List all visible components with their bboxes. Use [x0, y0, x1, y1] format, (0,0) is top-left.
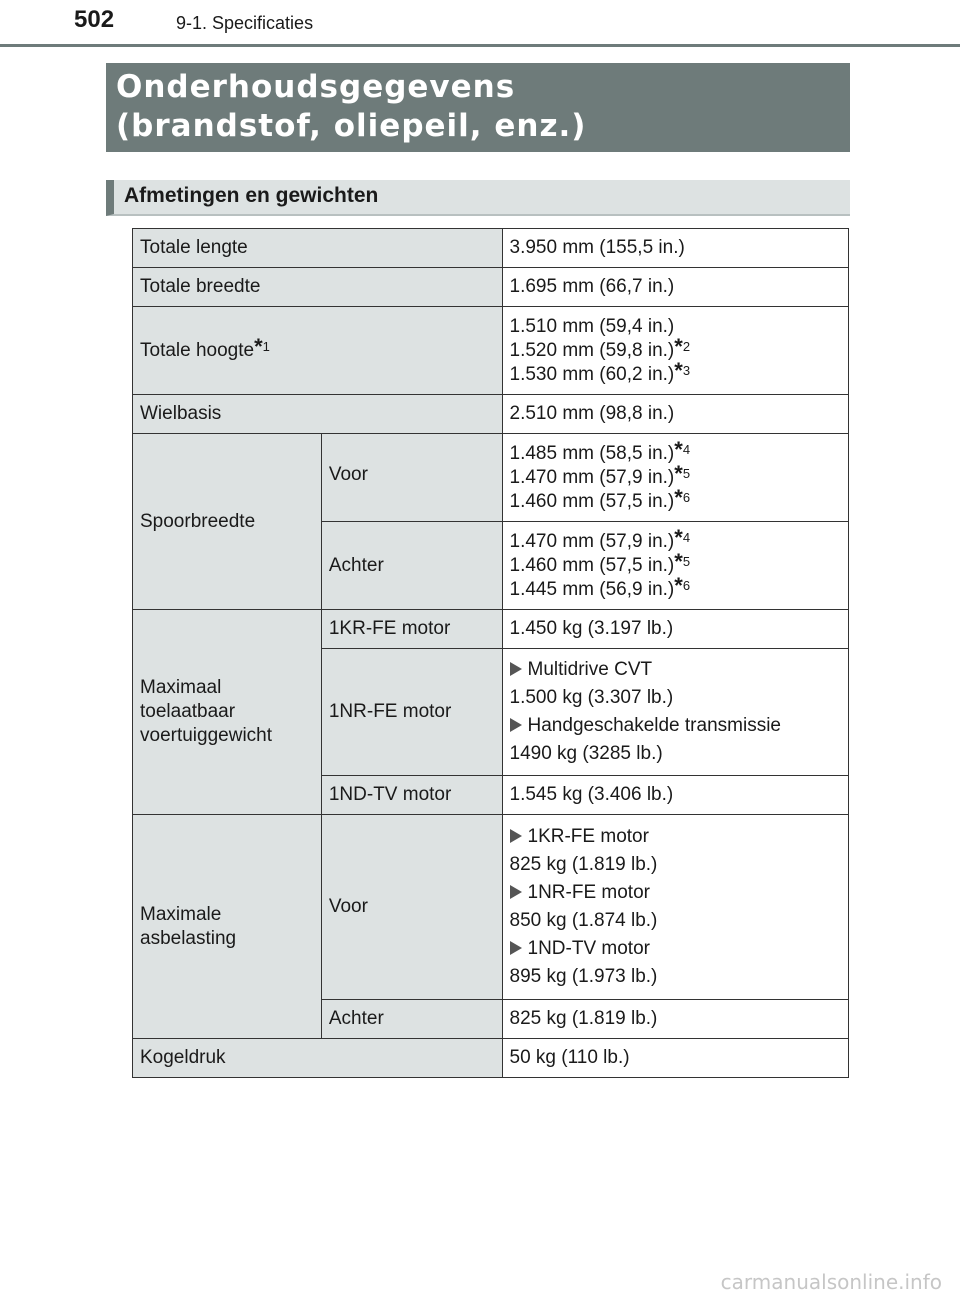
row-label: Totale lengte: [133, 229, 503, 268]
row-sublabel: 1ND-TV motor: [321, 776, 502, 815]
value-line: 1.445 mm (56,9 in.)*$^6$: [509, 572, 691, 600]
row-sublabel: Achter: [321, 1000, 502, 1039]
value-line: 1.470 mm (57,9 in.)*$^4$: [509, 524, 691, 552]
value-line: 1.470 mm (57,9 in.)*$^5$: [509, 460, 691, 488]
chapter-title-line-1: Onderhoudsgegevens: [116, 69, 516, 105]
row-value: [502, 649, 848, 776]
row-value: 3.950 mm (155,5 in.): [502, 229, 848, 268]
value-line: 1.530 mm (60,2 in.)*$^3$: [509, 357, 691, 385]
subsection-banner: [106, 180, 850, 216]
list-value: 1.500 kg (3.307 lb.): [509, 687, 674, 708]
table-row: [133, 815, 849, 1000]
list-heading: 1KR-FE motor: [510, 825, 841, 849]
value-line: 1.460 mm (57,5 in.)*$^5$: [509, 548, 691, 576]
row-sublabel: Voor: [321, 815, 502, 1000]
row-value: 1.695 mm (66,7 in.): [502, 268, 848, 307]
list-heading: Handgeschakelde transmissie: [510, 714, 841, 738]
row-value: [502, 815, 848, 1000]
row-value: 825 kg (1.819 lb.): [502, 1000, 848, 1039]
triangle-bullet-icon: [510, 718, 522, 732]
footnote-asterisk: *: [254, 333, 263, 359]
watermark: carmanualsonline.info: [720, 1270, 942, 1294]
triangle-bullet-icon: [510, 885, 522, 899]
table-row: [133, 434, 849, 522]
row-label: Totale breedte: [133, 268, 503, 307]
row-sublabel: 1KR-FE motor: [321, 610, 502, 649]
row-group-label: Maximale asbelasting: [133, 815, 322, 1039]
list-value: 1490 kg (3285 lb.): [509, 743, 663, 764]
subsection-title: Afmetingen en gewichten: [124, 184, 379, 207]
value-line: 1.510 mm (59,4 in.): [509, 315, 675, 337]
triangle-bullet-icon: [510, 662, 522, 676]
table-row: [133, 1039, 849, 1078]
list-heading: 1ND-TV motor: [510, 937, 841, 961]
row-value: 1.450 kg (3.197 lb.): [502, 610, 848, 649]
row-value: [502, 307, 848, 395]
triangle-bullet-icon: [510, 829, 522, 843]
value-line: 1.520 mm (59,8 in.)*$^2$: [509, 333, 691, 361]
list-value: 825 kg (1.819 lb.): [509, 854, 658, 875]
table-row: [133, 268, 849, 307]
value-line: 1.460 mm (57,5 in.)*$^6$: [509, 484, 691, 512]
page-header: [0, 0, 960, 48]
row-sublabel: Voor: [321, 434, 502, 522]
section-title: 9-1. Specificaties: [176, 13, 314, 33]
row-value: [502, 434, 848, 522]
row-label: Kogeldruk: [133, 1039, 503, 1078]
row-label: [133, 307, 503, 395]
row-group-label: Spoorbreedte: [133, 434, 322, 610]
page-number: 502: [74, 6, 115, 33]
height-label: Totale hoogte: [140, 339, 255, 361]
chapter-title-line-2: (brandstof, oliepeil, enz.): [116, 108, 587, 144]
row-value: 1.545 kg (3.406 lb.): [502, 776, 848, 815]
row-sublabel: 1NR-FE motor: [321, 649, 502, 776]
row-value: 2.510 mm (98,8 in.): [502, 395, 848, 434]
triangle-bullet-icon: [510, 941, 522, 955]
row-value: [502, 522, 848, 610]
footnote-number: 1: [262, 338, 270, 354]
row-group-label: Maximaal toelaatbaar voertuiggewicht: [133, 610, 322, 815]
row-value: 50 kg (110 lb.): [502, 1039, 848, 1078]
chapter-banner: [106, 63, 850, 152]
table-row: [133, 229, 849, 268]
table-row: [133, 307, 849, 395]
specifications-table: [132, 228, 849, 1078]
table-row: [133, 610, 849, 649]
row-label: Wielbasis: [133, 395, 503, 434]
row-sublabel: Achter: [321, 522, 502, 610]
list-value: 850 kg (1.874 lb.): [509, 910, 658, 931]
list-heading: Multidrive CVT: [510, 658, 841, 682]
table-row: [133, 395, 849, 434]
list-heading: 1NR-FE motor: [510, 881, 841, 905]
value-line: 1.485 mm (58,5 in.)*$^4$: [509, 436, 691, 464]
header-rule: [0, 44, 960, 47]
list-value: 895 kg (1.973 lb.): [509, 966, 658, 987]
